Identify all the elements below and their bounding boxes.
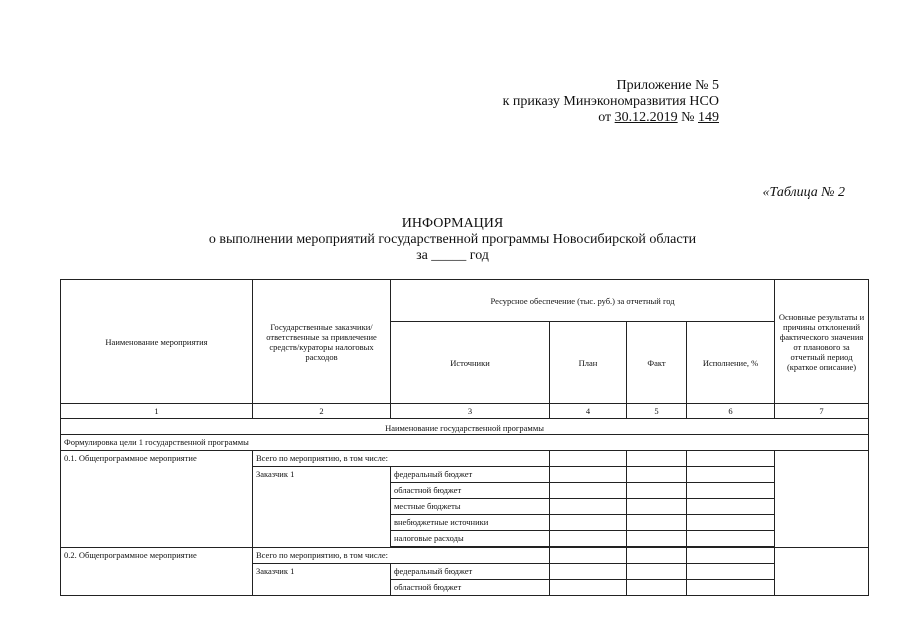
header-customers: Государственные заказчики/ответственные за привлечение средств/кураторы налоговых расходов [253, 280, 391, 404]
activity1-name: 0.1. Общепрограммное мероприятие [61, 451, 253, 548]
cell [687, 548, 775, 564]
cell [627, 580, 687, 596]
header-fact: Факт [627, 322, 687, 404]
info-table [60, 279, 869, 596]
cell [550, 580, 627, 596]
cell [627, 499, 687, 515]
cell [687, 564, 775, 580]
cell [550, 483, 627, 499]
appendix-line1: Приложение № 5 [616, 78, 719, 93]
title-line3: за _____ год [416, 248, 489, 263]
activity1-results [775, 451, 869, 548]
table-label: «Таблица № 2 [762, 185, 845, 200]
header-resource: Ресурсное обеспечение (тыс. руб.) за отчетный год [391, 280, 775, 322]
cell [627, 451, 687, 467]
col-number-6: 6 [687, 404, 775, 419]
goal-row: Формулировка цели 1 государственной программы [61, 435, 869, 451]
cell [550, 564, 627, 580]
cell [687, 531, 775, 547]
header-activity-name: Наименование мероприятия [61, 280, 253, 404]
col-number-5: 5 [627, 404, 687, 419]
appendix-from: от [598, 110, 615, 125]
appendix-date: 30.12.2019 [614, 110, 678, 125]
cell [550, 451, 627, 467]
cell [627, 483, 687, 499]
cell [687, 499, 775, 515]
cell [550, 531, 627, 547]
col-number-7: 7 [775, 404, 869, 419]
program-name-row: Наименование государственной программы [61, 419, 869, 435]
activity1-source-extrabudget: внебюджетные источники [391, 515, 550, 531]
col-number-3: 3 [391, 404, 550, 419]
cell [687, 483, 775, 499]
header-execution: Исполнение, % [687, 322, 775, 404]
header-sources: Источники [391, 322, 550, 404]
activity2-name: 0.2. Общепрограммное мероприятие [61, 548, 253, 596]
activity2-source-federal: федеральный бюджет [391, 564, 550, 580]
activity2-results [775, 548, 869, 596]
cell [550, 499, 627, 515]
col-number-1: 1 [61, 404, 253, 419]
col-number-4: 4 [550, 404, 627, 419]
activity2-source-regional: областной бюджет [391, 580, 550, 596]
header-plan: План [550, 322, 627, 404]
title-line2: о выполнении мероприятий государственной программы Новосибирской области [208, 232, 697, 247]
cell [687, 515, 775, 531]
cell [687, 467, 775, 483]
cell [687, 580, 775, 596]
header-results: Основные результаты и причины отклонений фактического значения от планового за отчетный период (краткое описание) [775, 280, 869, 404]
appendix-number: 149 [698, 110, 719, 125]
document-title [0, 216, 905, 264]
cell [550, 467, 627, 483]
cell [627, 467, 687, 483]
cell [627, 564, 687, 580]
activity1-customer: Заказчик 1 [253, 467, 391, 548]
cell [550, 515, 627, 531]
activity1-source-regional: областной бюджет [391, 483, 550, 499]
appendix-line3 [419, 110, 719, 126]
cell [550, 548, 627, 564]
activity1-source-local: местные бюджеты [391, 499, 550, 515]
cell [627, 548, 687, 564]
cell [627, 515, 687, 531]
cell [627, 531, 687, 547]
col-number-2: 2 [253, 404, 391, 419]
activity1-total: Всего по мероприятию, в том числе: [253, 451, 550, 467]
appendix-block [419, 78, 719, 126]
activity2-customer: Заказчик 1 [253, 564, 391, 596]
appendix-line2: к приказу Минэкономразвития НСО [502, 94, 719, 109]
activity1-source-federal: федеральный бюджет [391, 467, 550, 483]
appendix-number-sign: № [677, 110, 698, 125]
title-line1: ИНФОРМАЦИЯ [401, 216, 504, 231]
activity2-total: Всего по мероприятию, в том числе: [253, 548, 550, 564]
activity1-source-tax: налоговые расходы [391, 531, 550, 547]
cell [687, 451, 775, 467]
